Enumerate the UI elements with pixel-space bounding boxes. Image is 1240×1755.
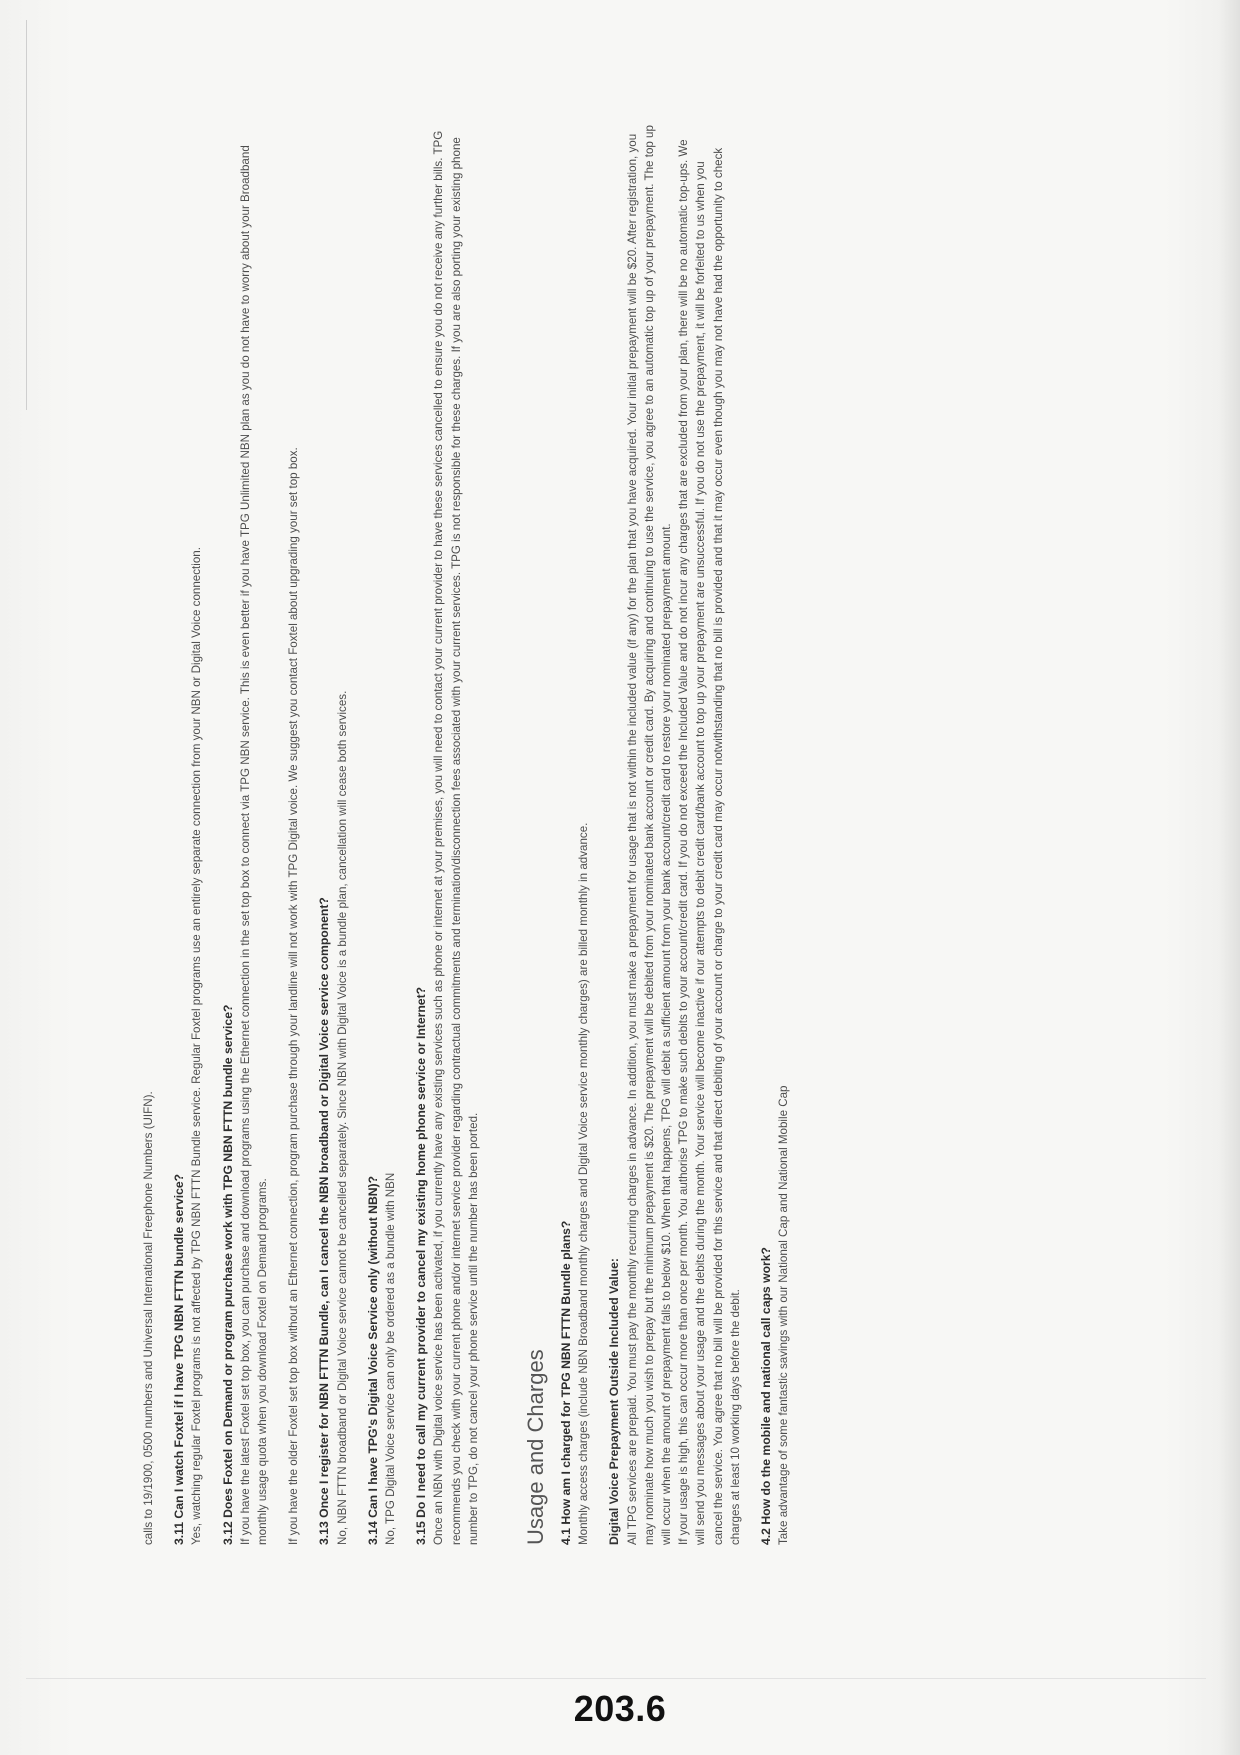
digital-voice-prepayment-para2: If your usage is high, this can occur more than once per month. You authorise TPG to make such debits to your account/credit card. If you do not exceed the Included Value and do not incur any charges that are excluded from your plan, there will be no automatic top-ups. We will send you messages about your usage and the debits during the month. Your service will become inactive if our attempts to debit credit card/bank account to top up your prepayment are unsuccessful. If you do not use the prepayment, it will be forfeited to us when you cancel the service. You agree that no bill will be provided for this service and that direct debiting of your account or charge to your credit card may occur notwithstanding that no bill is provided and that it may occur even though you may not have had the opportunity to check charges at least 10 working days before the debit. — [677, 139, 742, 1545]
section-heading-usage-and-charges: Usage and Charges — [523, 1349, 549, 1545]
intro-text: calls to 19/1900, 0500 numbers and Universal International Freephone Numbers (UIFN). — [142, 1091, 155, 1545]
answer-3-12-part2: If you have the older Foxtel set top box without an Ethernet connection, program purchase through your landline will not work with TPG Digital voice. We suggest you contact Foxtel about upgrading your set top box. — [287, 447, 301, 1545]
answer-3-11: Yes, watching regular Foxtel programs is not affected by TPG NBN FTTN Bundle service. Regular Foxtel programs use an entirely separate connection from your NBN or Digital Voice connection. — [190, 547, 204, 1545]
answer-4-1: Monthly access charges (include NBN Broadband monthly charges and Digital Voice service monthly charges) are billed monthly in advance. — [577, 822, 591, 1545]
question-3-12: 3.12 Does Foxtel on Demand or program purchase work with TPG NBN FTTN bundle service? — [220, 1004, 235, 1545]
question-3-14: 3.14 Can I have TPG's Digital Voice Service only (without NBN)? — [365, 1175, 380, 1545]
page-number: 203.6 — [573, 1688, 667, 1729]
scan-edge-line — [26, 20, 27, 410]
rotated-document-body — [140, 125, 1020, 1545]
answer-3-15: Once an NBN with Digital voice service has been activated, if you currently have any existing services such as phone or internet at your premises, you will need to contact your current provider to have these services cancelled to ensure you do not receive any further bills. TPG recommends you check with your current phone and/or internet service provider regarding contractual commitments and termination/disconnection fees associated with your current services. TPG is not responsible for these charges. If you are also porting your existing phone number to TPG, do not cancel your phone service until the number has been ported. — [432, 130, 480, 1545]
answer-4-2-cut-off: Take advantage of some fantastic savings with our National Cap and National Mobile Cap — [777, 1085, 791, 1545]
answer-3-13: No, NBN FTTN broadband or Digital Voice service cannot be cancelled separately. Since NBN with Digital Voice is a bundle plan, cancellation will cease both services. — [335, 690, 349, 1545]
digital-voice-prepayment-para1: All TPG services are prepaid. You must pay the monthly recurring charges in advance. In addition, you must make a prepayment for usage that is not within the included value (if any) for the plan that you have acquired. Your initial prepayment will be $20. After registration, you may nominate how much you wish to prepay but the minimum prepayment is $20. The prepayment will be debited from your nominated bank account or credit card. By acquiring and continuing to use the service, you agree to an automatic top up of your prepayment. The top up will occur when the amount of prepayment falls to below $10. When that happens, TPG will debit a sufficient amount from your bank account/credit card to restore your nominated prepayment amount. — [625, 125, 674, 1545]
digital-voice-prepayment-label: Digital Voice Prepayment Outside Included Value: — [607, 1258, 622, 1545]
answer-3-14: No, TPG Digital Voice service can only be ordered as a bundle with NBN — [384, 1172, 398, 1545]
question-4-1: 4.1 How am I charged for TPG NBN FTTN Bundle plans? — [559, 1220, 574, 1545]
question-3-13: 3.13 Once I register for NBN FTTN Bundle, can I cancel the NBN broadband or Digital Voice service component? — [317, 897, 332, 1545]
question-3-11: 3.11 Can I watch Foxtel if I have TPG NBN FTTN bundle service? — [172, 1173, 187, 1545]
scan-edge-shadow — [1218, 0, 1240, 1755]
answer-3-12-part1: If you have the latest Foxtel set top box, you can purchase and download programs using the Ethernet connection in the set top box to connect via TPG NBN service. This is even better if you have TPG Unlimited NBN plan as you do not have to worry about your Broadband monthly usage quota when you download Foxtel on Demand programs. — [238, 145, 270, 1545]
question-4-2: 4.2 How do the mobile and national call caps work? — [759, 1247, 774, 1545]
question-3-15: 3.15 Do I need to call my current provider to cancel my existing home phone service or Internet? — [414, 986, 429, 1545]
scan-edge-line-bottom — [26, 1678, 1206, 1679]
